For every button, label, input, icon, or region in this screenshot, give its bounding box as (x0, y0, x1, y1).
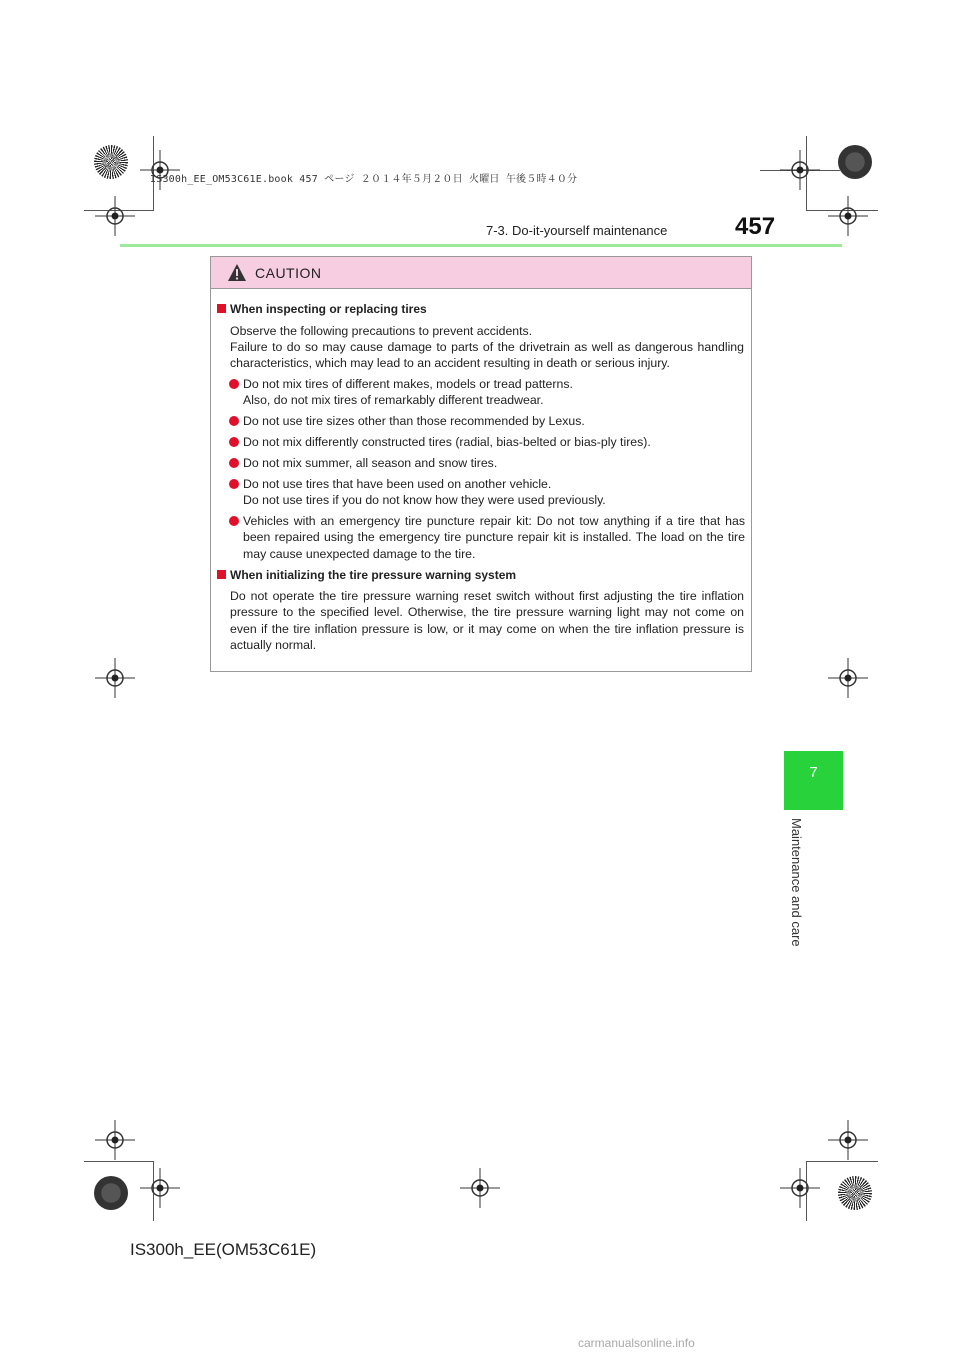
registration-mark-icon (780, 1168, 820, 1208)
registration-mark-icon (95, 1120, 135, 1160)
document-code: IS300h_EE(OM53C61E) (130, 1240, 317, 1259)
registration-mark-icon (140, 1168, 180, 1208)
registration-mark-icon (95, 196, 135, 236)
starburst-mark-icon (94, 145, 128, 179)
list-item: Do not use tires that have been used on another vehicle. Do not use tires if you do not know how they were used previously. (229, 476, 745, 509)
list-item: Do not use tire sizes other than those recommended by Lexus. (229, 413, 745, 429)
paragraph: Observe the following precautions to prevent accidents. (230, 324, 533, 338)
red-bullet-icon (229, 437, 239, 447)
red-bullet-icon (229, 479, 239, 489)
registration-mark-icon (828, 1120, 868, 1160)
chapter-number: 7 (809, 764, 818, 781)
list-item: Vehicles with an emergency tire puncture repair kit: Do not tow anything if a tire that has been repaired using the emergency tire puncture repair kit is installed. The load on the tire may cause unexpected damage to the tire. (229, 513, 745, 562)
registration-mark-icon (460, 1168, 500, 1208)
caution-box (210, 256, 752, 672)
caution-title: CAUTION (255, 265, 322, 281)
section-title: 7-3. Do-it-yourself maintenance (486, 223, 668, 238)
red-bullet-icon (229, 458, 239, 468)
list-item: Do not mix summer, all season and snow tires. (229, 455, 745, 471)
red-square-icon (217, 304, 226, 313)
registration-mark-icon (95, 658, 135, 698)
watermark: carmanualsonline.info (578, 1336, 695, 1350)
list-item: Do not mix differently constructed tires (radial, bias-belted or bias-ply tires). (229, 434, 745, 450)
page-number: 457 (735, 213, 776, 240)
red-bullet-icon (229, 379, 239, 389)
chapter-label: Maintenance and care (789, 818, 804, 947)
registration-mark-icon (828, 196, 868, 236)
paragraph: Failure to do so may cause damage to parts of the drivetrain as well as dangerous handling characteristics, which may lead to an accident resulting in death or serious injury. (230, 340, 744, 371)
red-bullet-icon (229, 516, 239, 526)
red-square-icon (217, 570, 226, 579)
registration-mark-icon (828, 658, 868, 698)
gray-disc-mark-icon (94, 1176, 128, 1210)
red-bullet-icon (229, 416, 239, 426)
header-rule (120, 244, 842, 247)
paragraph: Do not operate the tire pressure warning reset switch without first adjusting the tire inflation pressure to the specified level. Otherwise, the tire pressure warning light may not come on even if the tire inflation pressure is low, or it may come on when the tire inflation pressure is actually normal. (230, 589, 744, 653)
warning-triangle-icon (227, 263, 247, 282)
starburst-mark-icon (838, 1176, 872, 1210)
registration-mark-icon (780, 150, 820, 190)
section-heading: When initializing the tire pressure warning system (217, 568, 516, 582)
list-item: Do not mix tires of different makes, models or tread patterns. Also, do not mix tires of remarkably different treadwear. (229, 376, 745, 409)
book-stamp: IS300h_EE_OM53C61E.book 457 ページ ２０１４年５月２０日 火曜日 午後５時４０分 (150, 174, 578, 185)
section-heading: When inspecting or replacing tires (217, 302, 427, 316)
gray-disc-mark-icon (838, 145, 872, 179)
caution-header (211, 257, 751, 289)
